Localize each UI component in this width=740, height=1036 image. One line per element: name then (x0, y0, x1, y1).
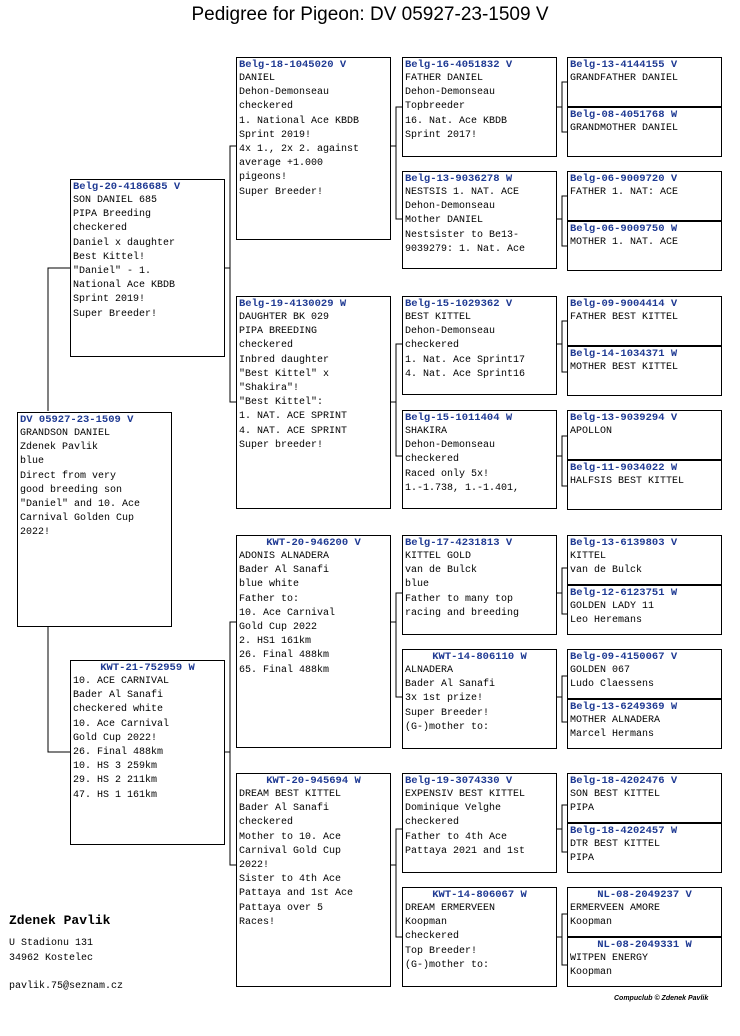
gen4-box-9[interactable] (567, 535, 722, 585)
detail-line: DREAM BEST KITTEL (239, 789, 342, 800)
dam-ring: KWT-21-752959 W (100, 662, 195, 674)
detail-line: "Best Kittel": (239, 397, 324, 409)
page-title: Pedigree for Pigeon: DV 05927-23-1509 V (191, 4, 549, 25)
detail-line: FATHER DANIEL (405, 73, 484, 84)
detail-line: Super Breeder! (73, 308, 158, 320)
detail-line: Koopman (405, 917, 448, 929)
gen4-ring-12: Belg-13-6249369 W (570, 701, 678, 713)
gen4-ring-14: Belg-18-4202457 W (570, 825, 678, 837)
detail-line: Sister to 4th Ace (239, 874, 342, 886)
detail-line: 26. Final 488km (239, 650, 330, 662)
detail-line: Dehon-Demonseau (405, 326, 496, 338)
gen4-ring-4: Belg-06-9009750 W (570, 223, 678, 235)
gen2-ring-2: Belg-19-4130029 W (239, 298, 347, 310)
detail-line: GOLDEN 067 (570, 665, 631, 676)
gen2-box-4[interactable] (236, 773, 391, 987)
detail-line: Super Breeder! (405, 707, 490, 719)
gen3-ring-3: Belg-15-1029362 V (405, 298, 513, 310)
detail-line: checkered (239, 101, 294, 113)
detail-line: GRANDFATHER DANIEL (570, 73, 679, 84)
connector-g2-3 (390, 593, 402, 697)
gen4-box-16[interactable] (567, 937, 722, 987)
detail-line: Gold Cup 2022 (239, 622, 318, 634)
detail-line: blue (405, 579, 430, 591)
detail-line: Nestsister to Be13- (405, 229, 520, 241)
detail-line: Daniel x daughter (73, 237, 176, 249)
gen4-details-3 (568, 186, 721, 200)
detail-line: Bader Al Sanafi (405, 679, 496, 691)
detail-line: Ludo Claessens (570, 679, 655, 691)
gen3-ring-6: KWT-14-806110 W (432, 651, 527, 663)
gen4-ring-8: Belg-11-9034022 W (570, 462, 678, 474)
detail-line: SHAKIRA (405, 426, 448, 437)
gen4-details-11 (568, 664, 721, 692)
detail-line: 29. HS 2 211km (73, 775, 158, 787)
detail-line: Pattaya over 5 (239, 902, 324, 914)
detail-line: Carnival Golden Cup (20, 513, 135, 525)
detail-line: van de Bulck (405, 565, 478, 577)
detail-line: "Daniel" - 1. (73, 266, 152, 278)
connector-sire (224, 146, 236, 402)
detail-line: PIPA (570, 803, 595, 815)
gen3-details-7 (403, 788, 556, 859)
detail-line: Sprint 2017! (405, 129, 478, 141)
connector-dam (224, 622, 236, 865)
gen4-ring-9: Belg-13-6139803 V (570, 537, 678, 549)
detail-line: Koopman (570, 917, 613, 929)
gen3-ring-1: Belg-16-4051832 V (405, 59, 513, 71)
detail-line: Super breeder! (239, 439, 324, 451)
gen4-details-5 (568, 311, 721, 325)
gen4-details-2 (568, 122, 721, 136)
detail-line: average +1.000 (239, 158, 324, 170)
gen3-details-5 (403, 550, 556, 621)
detail-line: 2022! (20, 527, 51, 539)
connector-g2-1 (390, 107, 402, 219)
gen3-box-8[interactable] (402, 887, 557, 987)
detail-line: HALFSIS BEST KITTEL (570, 476, 685, 487)
gen4-ring-7: Belg-13-9039294 V (570, 412, 678, 424)
detail-line: checkered (239, 817, 294, 829)
detail-line: (G-)mother to: (405, 721, 490, 733)
gen4-ring-3: Belg-06-9009720 V (570, 173, 678, 185)
detail-line: Dehon-Demonseau (239, 87, 330, 99)
detail-line: Gold Cup 2022! (73, 732, 158, 744)
detail-line: National Ace KBDB (73, 280, 176, 292)
gen3-box-6[interactable] (402, 649, 557, 749)
detail-line: SON BEST KITTEL (570, 789, 661, 800)
detail-line: 16. Nat. Ace KBDB (405, 115, 508, 127)
gen4-ring-16: NL-08-2049331 W (597, 939, 692, 951)
dam-details (71, 675, 224, 803)
detail-line: 10. HS 3 259km (73, 761, 158, 773)
gen4-details-10 (568, 600, 721, 628)
gen3-box-7[interactable] (402, 773, 557, 873)
detail-line: racing and breeding (405, 607, 520, 619)
connector-g2-2 (390, 344, 402, 456)
owner-street: U Stadionu 131 (9, 938, 94, 949)
gen3-ring-7: Belg-19-3074330 V (405, 775, 513, 787)
detail-line: FATHER BEST KITTEL (570, 312, 679, 323)
detail-line: ADONIS ALNADERA (239, 551, 330, 562)
detail-line: 9039279: 1. Nat. Ace (405, 243, 526, 255)
gen4-box-7[interactable] (567, 410, 722, 460)
gen3-box-4[interactable] (402, 410, 557, 509)
detail-line: Koopman (570, 967, 613, 979)
gen3-box-3[interactable] (402, 296, 557, 395)
gen2-ring-1: Belg-18-1045020 V (239, 59, 347, 71)
detail-line: Pattaya and 1st Ace (239, 888, 354, 900)
detail-line: 65. Final 488km (239, 664, 330, 676)
gen3-details-6 (403, 664, 556, 735)
detail-line: blue white (239, 579, 300, 591)
detail-line: checkered white (73, 704, 164, 716)
detail-line: Father to many top (405, 593, 514, 605)
detail-line: 2022! (239, 860, 270, 872)
detail-line: WITPEN ENERGY (570, 953, 649, 964)
detail-line: van de Bulck (570, 565, 643, 577)
sire-details (71, 194, 224, 322)
gen2-box-1[interactable] (236, 57, 391, 240)
gen4-details-6 (568, 361, 721, 375)
gen4-box-13[interactable] (567, 773, 722, 823)
gen3-ring-5: Belg-17-4231813 V (405, 537, 513, 549)
detail-line: 10. Ace Carnival (73, 718, 170, 730)
subject-box[interactable] (17, 412, 172, 627)
gen4-box-4[interactable] (567, 221, 722, 271)
detail-line: checkered (73, 223, 128, 235)
detail-line: DREAM ERMERVEEN (405, 903, 496, 914)
detail-line: KITTEL (570, 551, 607, 562)
gen3-box-1[interactable] (402, 57, 557, 157)
detail-line: DTR BEST KITTEL (570, 839, 661, 850)
detail-line: 10. ACE CARNIVAL (73, 676, 170, 687)
gen4-box-5[interactable] (567, 296, 722, 346)
detail-line: checkered (405, 931, 460, 943)
detail-line: pigeons! (239, 172, 288, 184)
detail-line: APOLLON (570, 426, 613, 437)
gen4-box-15[interactable] (567, 887, 722, 937)
gen4-box-1[interactable] (567, 57, 722, 107)
gen4-box-3[interactable] (567, 171, 722, 221)
owner-city: 34962 Kostelec (9, 953, 94, 964)
detail-line: 10. Ace Carnival (239, 607, 336, 619)
gen2-details-2 (237, 311, 390, 453)
detail-line: Dehon-Demonseau (405, 201, 496, 213)
gen4-details-12 (568, 714, 721, 742)
gen4-box-8[interactable] (567, 460, 722, 510)
subject-ring: DV 05927-23-1509 V (20, 414, 134, 426)
detail-line: Father to 4th Ace (405, 831, 508, 843)
detail-line: Races! (239, 916, 276, 928)
gen4-ring-1: Belg-13-4144155 V (570, 59, 678, 71)
detail-line: 47. HS 1 161km (73, 789, 158, 801)
gen4-ring-13: Belg-18-4202476 V (570, 775, 678, 787)
subject-details (18, 427, 171, 541)
detail-line: ALNADERA (405, 665, 454, 676)
gen3-box-2[interactable] (402, 171, 557, 269)
detail-line: GRANDMOTHER DANIEL (570, 123, 679, 134)
gen2-ring-4: KWT-20-945694 W (266, 775, 361, 787)
gen4-ring-15: NL-08-2049237 V (597, 889, 692, 901)
gen4-details-13 (568, 788, 721, 816)
detail-line: "Best Kittel" x (239, 368, 330, 380)
detail-line: 1. National Ace KBDB (239, 115, 360, 127)
gen3-ring-2: Belg-13-9036278 W (405, 173, 513, 185)
detail-line: Inbred daughter (239, 354, 330, 366)
detail-line: checkered (405, 454, 460, 466)
credit-text: Compuclub © Zdenek Pavlik (614, 995, 709, 1002)
sire-ring: Belg-20-4186685 V (73, 181, 181, 193)
gen2-details-4 (237, 788, 390, 930)
sire-box[interactable] (70, 179, 225, 357)
gen4-ring-6: Belg-14-1034371 W (570, 348, 678, 360)
gen4-details-15 (568, 902, 721, 930)
detail-line: PIPA BREEDING (239, 326, 318, 338)
detail-line: blue (20, 456, 45, 468)
gen4-details-8 (568, 475, 721, 489)
detail-line: Sprint 2019! (239, 129, 312, 141)
gen2-ring-3: KWT-20-946200 V (266, 537, 361, 549)
detail-line: Dominique Velghe (405, 803, 502, 815)
detail-line: 2. HS1 161km (239, 636, 312, 648)
detail-line: (G-)mother to: (405, 959, 490, 971)
gen4-box-2[interactable] (567, 107, 722, 157)
connector-g2-4 (390, 829, 402, 937)
detail-line: 4. NAT. ACE SPRINT (239, 425, 348, 437)
detail-line: 4. Nat. Ace Sprint16 (405, 368, 526, 380)
detail-line: KITTEL GOLD (405, 551, 472, 562)
detail-line: PIPA (570, 853, 595, 865)
dam-box[interactable] (70, 660, 225, 845)
detail-line: Leo Heremans (570, 615, 643, 627)
detail-line: Marcel Hermans (570, 729, 655, 741)
gen3-details-3 (403, 311, 556, 382)
gen4-details-4 (568, 236, 721, 250)
detail-line: Bader Al Sanafi (239, 565, 330, 577)
detail-line: 1. Nat. Ace Sprint17 (405, 354, 526, 366)
gen4-box-14[interactable] (567, 823, 722, 873)
connector-subject-sire (48, 268, 70, 411)
detail-line: MOTHER BEST KITTEL (570, 362, 679, 373)
detail-line: Direct from very (20, 470, 117, 482)
detail-line: Top Breeder! (405, 945, 478, 957)
detail-line: DAUGHTER BK 029 (239, 312, 330, 323)
detail-line: Dehon-Demonseau (405, 440, 496, 452)
detail-line: SON DANIEL 685 (73, 195, 158, 206)
gen3-ring-8: KWT-14-806067 W (432, 889, 527, 901)
owner-name: Zdenek Pavlik (9, 913, 111, 928)
gen4-box-11[interactable] (567, 649, 722, 699)
detail-line: Super Breeder! (239, 186, 324, 198)
detail-line: Father to: (239, 593, 300, 605)
detail-line: good breeding son (20, 484, 123, 496)
gen4-details-1 (568, 72, 721, 86)
detail-line: MOTHER 1. NAT. ACE (570, 237, 679, 248)
gen3-details-8 (403, 902, 556, 973)
gen4-box-12[interactable] (567, 699, 722, 749)
gen4-ring-2: Belg-08-4051768 W (570, 109, 678, 121)
detail-line: checkered (239, 340, 294, 352)
detail-line: 1. NAT. ACE SPRINT (239, 411, 348, 423)
gen2-box-2[interactable] (236, 296, 391, 509)
detail-line: ERMERVEEN AMORE (570, 903, 661, 914)
detail-line: checkered (405, 340, 460, 352)
detail-line: NESTSIS 1. NAT. ACE (405, 187, 520, 198)
detail-line: 4x 1., 2x 2. against (239, 144, 360, 156)
connector-subject-dam (48, 627, 70, 752)
detail-line: EXPENSIV BEST KITTEL (405, 789, 526, 800)
gen2-details-3 (237, 550, 390, 678)
detail-line: Mother to 10. Ace (239, 831, 342, 843)
detail-line: Pattaya 2021 and 1st (405, 845, 526, 857)
gen4-details-9 (568, 550, 721, 578)
gen4-box-10[interactable] (567, 585, 722, 635)
gen4-ring-11: Belg-09-4150067 V (570, 651, 678, 663)
detail-line: checkered (405, 817, 460, 829)
detail-line: Bader Al Sanafi (73, 690, 164, 702)
detail-line: "Shakira"! (239, 383, 300, 395)
gen3-ring-4: Belg-15-1011404 W (405, 412, 513, 424)
gen4-details-14 (568, 838, 721, 866)
detail-line: 1.-1.738, 1.-1.401, (405, 482, 520, 494)
owner-email: pavlik.75@seznam.cz (9, 981, 124, 992)
detail-line: Raced only 5x! (405, 468, 490, 480)
detail-line: GRANDSON DANIEL (20, 428, 111, 439)
gen3-details-2 (403, 186, 556, 257)
detail-line: DANIEL (239, 73, 276, 84)
detail-line: Dehon-Demonseau (405, 87, 496, 99)
detail-line: Sprint 2019! (73, 294, 146, 306)
detail-line: Mother DANIEL (405, 215, 484, 227)
detail-line: Bader Al Sanafi (239, 803, 330, 815)
gen2-details-1 (237, 72, 390, 200)
detail-line: 26. Final 488km (73, 747, 164, 759)
detail-line: PIPA Breeding (73, 209, 152, 221)
detail-line: GOLDEN LADY 11 (570, 601, 655, 612)
gen3-box-5[interactable] (402, 535, 557, 635)
gen3-details-4 (403, 425, 556, 496)
gen4-ring-10: Belg-12-6123751 W (570, 587, 678, 599)
gen4-ring-5: Belg-09-9004414 V (570, 298, 678, 310)
gen4-details-16 (568, 952, 721, 980)
detail-line: Carnival Gold Cup (239, 845, 342, 857)
detail-line: 3x 1st prize! (405, 693, 484, 705)
gen4-box-6[interactable] (567, 346, 722, 396)
detail-line: Best Kittel! (73, 251, 146, 263)
detail-line: "Daniel" and 10. Ace (20, 499, 141, 511)
detail-line: Topbreeder (405, 101, 466, 113)
gen3-details-1 (403, 72, 556, 143)
detail-line: FATHER 1. NAT: ACE (570, 187, 679, 198)
detail-line: Zdenek Pavlik (20, 442, 99, 454)
gen4-details-7 (568, 425, 721, 439)
detail-line: BEST KITTEL (405, 312, 472, 323)
detail-line: MOTHER ALNADERA (570, 715, 661, 726)
gen2-box-3[interactable] (236, 535, 391, 748)
